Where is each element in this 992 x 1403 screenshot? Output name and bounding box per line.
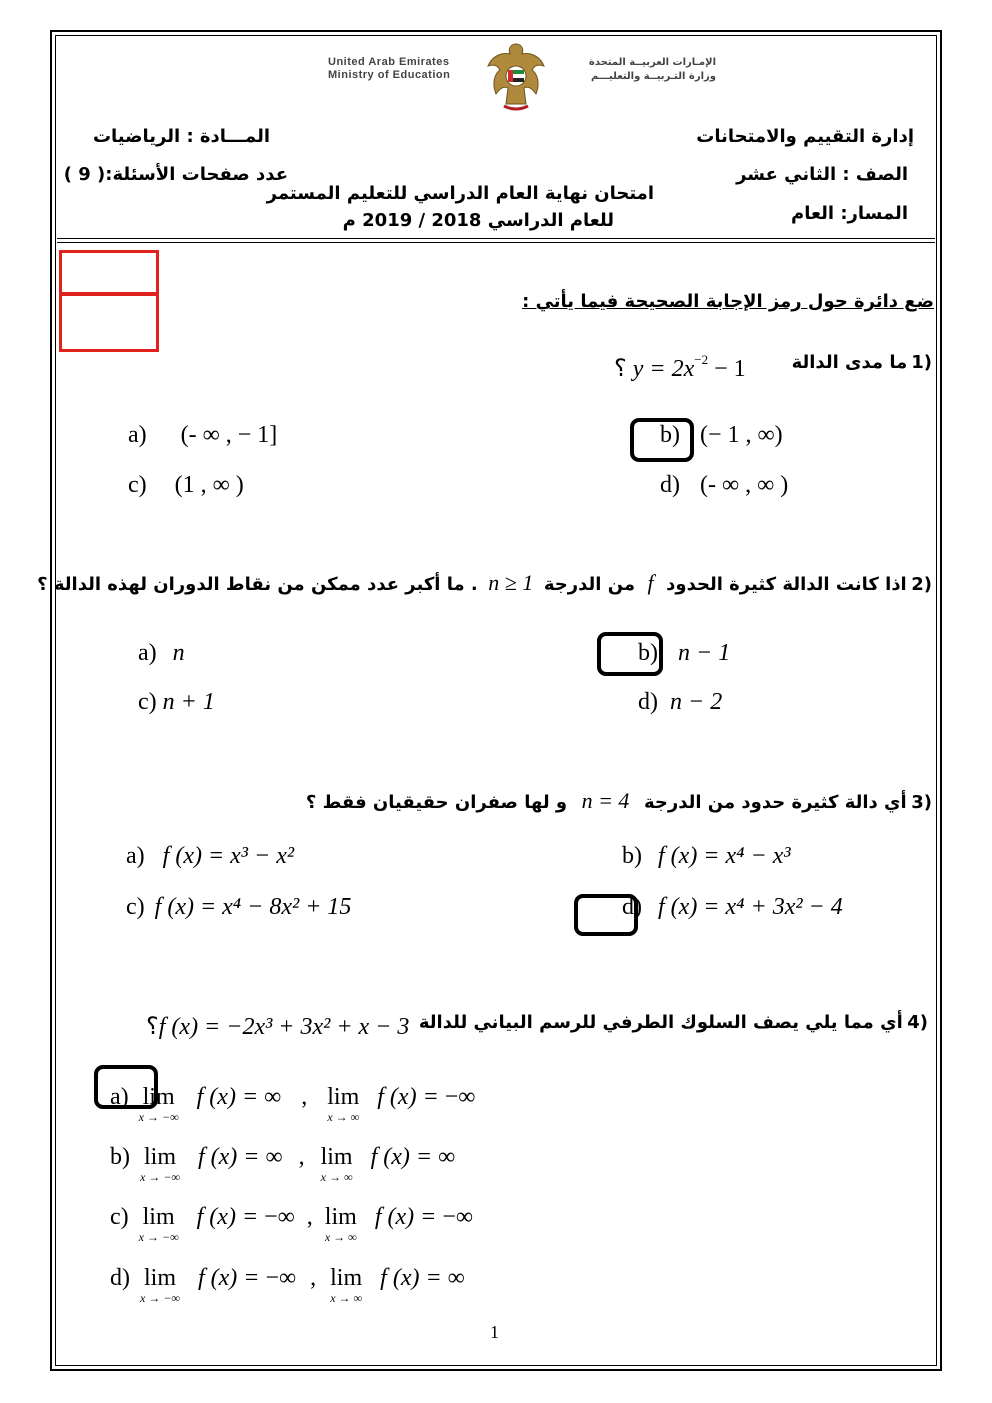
q4-a-fx-left: f (x) = [196, 1084, 259, 1110]
q4-b-lim-right: lim x → ∞ [320, 1144, 353, 1184]
q4-option-b[interactable]: b) lim x → −∞ f (x) = ∞ , lim x → ∞ f (x) = ∞ [110, 1144, 456, 1184]
score-box-bottom[interactable] [59, 293, 159, 352]
q3-option-b[interactable] [622, 843, 791, 870]
q2-option-a-label: a) [138, 640, 157, 666]
header-divider-2 [57, 242, 935, 243]
q3-answer-circle [574, 894, 638, 936]
q2-option-b-value: n − 1 [678, 640, 731, 666]
q4-option-d-label: d) [110, 1265, 130, 1291]
q4-option-d[interactable]: d) lim x → −∞ f (x) = −∞ , lim x → ∞ f (x) = ∞ [110, 1265, 465, 1305]
track-label: المسار: العام [791, 203, 908, 224]
q4-prompt [419, 1012, 928, 1033]
exam-year: للعام الدراسي 2018 / 2019 م [342, 210, 614, 231]
q3-option-d-label: d) [622, 894, 642, 920]
q3-option-a-label: a) [126, 843, 145, 869]
q2-prompt [37, 570, 932, 596]
q1-option-c-value: (1 , ∞ ) [174, 472, 244, 498]
q1-function [614, 352, 746, 383]
ministry-en-line2: Ministry of Education [328, 69, 451, 81]
q4-c-lim-right: lim x → ∞ [324, 1204, 357, 1244]
q4-number: 4) [907, 1012, 928, 1033]
q1-option-c[interactable] [128, 472, 244, 499]
q2-text-2: من الدرجة [543, 574, 636, 595]
q1-option-d[interactable] [660, 472, 788, 499]
q4-option-a-label: a) [110, 1084, 129, 1110]
ministry-en-line1: United Arab Emirates [328, 56, 450, 68]
q1-option-b-value: (− 1 , ∞) [700, 422, 783, 448]
q3-option-a[interactable] [126, 843, 294, 870]
q3-number: 3) [911, 792, 932, 813]
header-divider [57, 238, 935, 239]
q3-condition: n = 4 [581, 788, 630, 813]
q3-option-d[interactable] [622, 894, 843, 921]
q4-b-fx-right: f (x) = [370, 1144, 433, 1170]
q2-option-d-value: n − 2 [670, 689, 723, 715]
q3-option-c[interactable] [126, 894, 351, 921]
q3-text-2: و لها صفران حقيقيان فقط ؟ [305, 792, 568, 813]
q4-c-lim-left: lim x → −∞ [138, 1204, 179, 1244]
q1-math-tail: − 1 [714, 356, 746, 382]
subject-label: المـــادة : الرياضيات [92, 126, 270, 147]
q4-d-lim-left: lim x → −∞ [140, 1265, 180, 1305]
q1-option-a-label: a) [128, 422, 147, 448]
q2-condition: n ≥ 1 [488, 570, 534, 595]
q4-a-lim-left: lim x → −∞ [138, 1084, 179, 1124]
q2-option-c[interactable] [138, 689, 215, 716]
q2-number: 2) [911, 574, 932, 595]
q1-number: 1) [911, 352, 932, 373]
grade-label: الصف : الثاني عشر [736, 164, 908, 185]
q3-option-c-label: c) [126, 894, 145, 920]
q4-text: أي مما يلي يصف السلوك الطرفي للرسم البياني للدالة [418, 1012, 903, 1033]
q1-option-c-label: c) [128, 472, 147, 498]
ministry-ar-line1: الإمـارات العربيــة المتحدة [588, 57, 716, 68]
q4-function [146, 1012, 409, 1041]
page-number: 1 [490, 1322, 499, 1342]
q4-option-a[interactable]: a) lim x → −∞ f (x) = ∞ , lim x → ∞ f (x) = −∞ [110, 1084, 476, 1124]
q2-option-c-value: n + 1 [162, 689, 215, 715]
q4-a-left-value: ∞ [264, 1084, 282, 1110]
q1-option-a-value: (- ∞ , − 1] [180, 422, 278, 448]
ministry-arabic [576, 56, 716, 84]
q3-option-b-value: f (x) = x⁴ − x³ [658, 843, 791, 869]
q4-b-right-value: ∞ [438, 1144, 456, 1170]
ministry-english [328, 56, 450, 82]
q2-f: f [647, 570, 654, 595]
q4-d-left-value: −∞ [265, 1265, 297, 1291]
q2-option-a[interactable] [138, 640, 185, 667]
q4-d-fx-left: f (x) = [197, 1265, 260, 1291]
q4-qmark: ؟ [146, 1014, 159, 1040]
q1-qmark: ؟ [614, 356, 627, 382]
pages-count-label: عدد صفحات الأسئلة:( 9 ) [63, 164, 288, 185]
q1-text: ما مدى الدالة [791, 352, 908, 373]
score-box-top[interactable] [59, 250, 159, 295]
q4-option-b-label: b) [110, 1144, 130, 1170]
q2-text-3: . ما أكبر عدد ممكن من نقاط الدوران لهذه الدالة ؟ [37, 574, 478, 595]
ministry-ar-line2: وزارة التـربيــة والتعليـــم [590, 71, 716, 82]
exam-title: امتحان نهاية العام الدراسي للتعليم المستمر [266, 183, 654, 204]
q2-text-1: اذا كانت الدالة كثيرة الحدود [666, 574, 907, 595]
department-title: إدارة التقييم والامتحانات [696, 126, 914, 147]
q3-option-d-value: f (x) = x⁴ + 3x² − 4 [658, 894, 843, 920]
q2-option-d[interactable] [638, 689, 722, 716]
q4-option-c[interactable]: c) lim x → −∞ f (x) = −∞ , lim x → ∞ f (x) = −∞ [110, 1204, 473, 1244]
q4-c-fx-left: f (x) = [196, 1204, 259, 1230]
q4-answer-circle [94, 1065, 158, 1109]
q1-option-b-label: b) [660, 422, 680, 448]
q1-option-d-value: (- ∞ , ∞ ) [700, 472, 789, 498]
q4-a-lim-right: lim x → ∞ [327, 1084, 360, 1124]
q1-prompt [792, 352, 932, 373]
q4-c-right-value: −∞ [442, 1204, 473, 1230]
q4-d-right-value: ∞ [447, 1265, 465, 1291]
q2-option-d-label: d) [638, 689, 658, 715]
q3-prompt [306, 788, 932, 814]
q4-d-lim-right: lim x → ∞ [330, 1265, 363, 1305]
q4-c-fx-right: f (x) = [374, 1204, 437, 1230]
q4-math: f (x) = −2x³ + 3x² + x − 3 [158, 1014, 410, 1040]
q3-text-1: أي دالة كثيرة حدود من الدرجة [643, 792, 907, 813]
q3-option-c-value: f (x) = x⁴ − 8x² + 15 [154, 894, 352, 920]
q4-b-left-value: ∞ [265, 1144, 283, 1170]
q4-d-fx-right: f (x) = [380, 1265, 442, 1291]
q1-math: y = 2x [632, 356, 695, 382]
q2-option-c-label: c) [138, 689, 157, 715]
q1-option-d-label: d) [660, 472, 680, 498]
q1-answer-circle [630, 418, 694, 462]
uae-emblem-icon [484, 40, 548, 112]
q1-exponent: −2 [694, 352, 709, 367]
q4-option-c-label: c) [110, 1204, 129, 1230]
q4-a-fx-right: f (x) = [377, 1084, 439, 1110]
q3-option-b-label: b) [622, 843, 642, 869]
q2-option-a-value: n [172, 640, 185, 666]
q4-c-left-value: −∞ [264, 1204, 295, 1230]
q4-b-fx-left: f (x) = [197, 1144, 260, 1170]
q4-a-right-value: −∞ [444, 1084, 476, 1110]
q3-option-a-value: f (x) = x³ − x² [162, 843, 295, 869]
q2-option-b-label: b) [638, 640, 658, 666]
instructions: ضع دائرة حول رمز الإجابة الصحيحة فيما يأتي : [522, 291, 934, 312]
q1-option-a[interactable] [128, 422, 277, 449]
q4-b-lim-left: lim x → −∞ [140, 1144, 180, 1184]
q2-answer-circle [597, 632, 663, 676]
